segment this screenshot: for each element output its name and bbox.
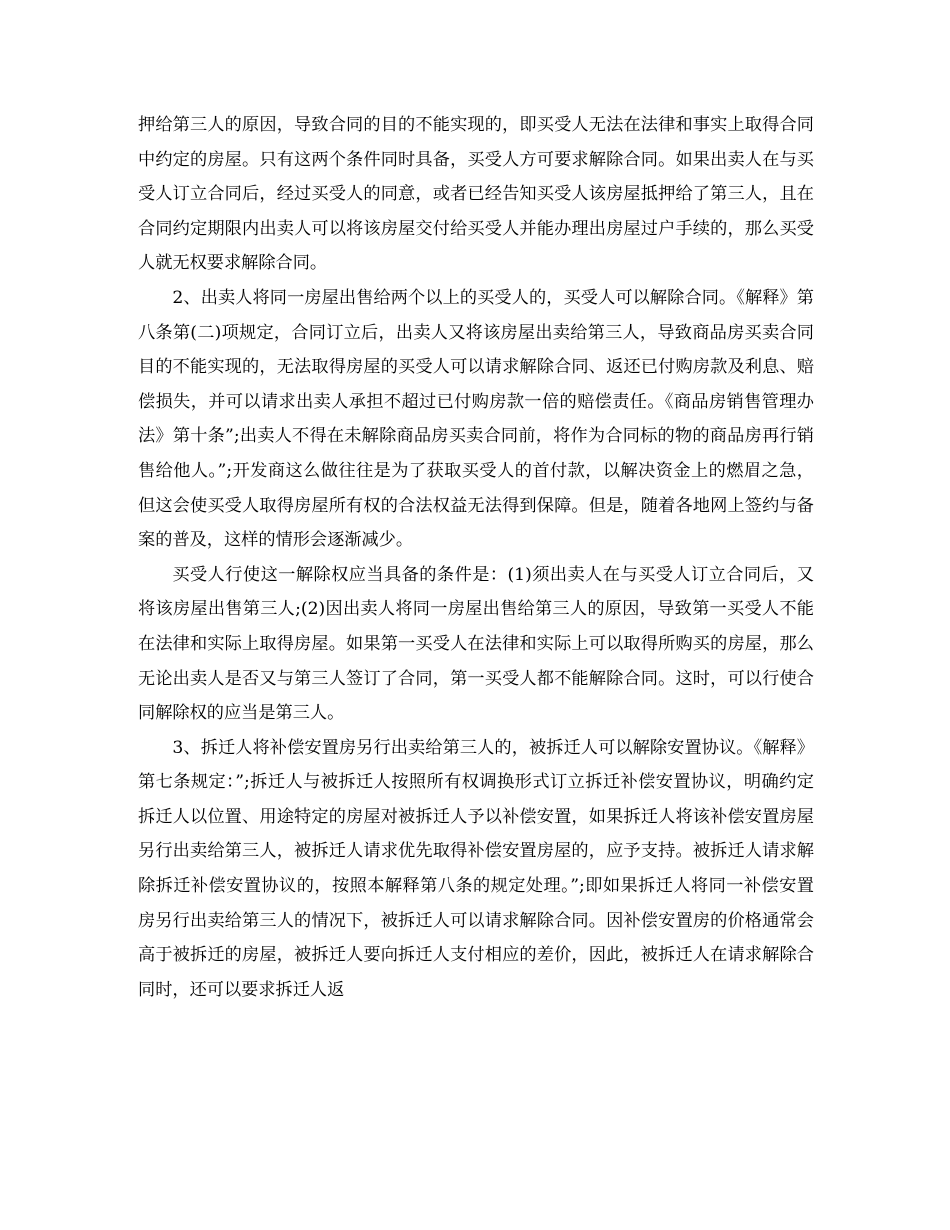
paragraph-3: 买受人行使这一解除权应当具备的条件是：(1)须出卖人在与买受人订立合同后，又将该房屋出售第三人;(2)因出卖人将同一房屋出售给第三人的原因，导致第一买受人不能在法律和实际上取得房屋。如果第一买受人在法律和实际上可以取得所购买的房屋，那么无论出卖人是否又与第三人签订了合同，第一买受人都不能解除合同。这时，可以行使合同解除权的应当是第三人。 [138,564,814,724]
document-page [138,108,814,1007]
paragraph-2: 2、出卖人将同一房屋出售给两个以上的买受人的，买受人可以解除合同。《解释》第八条第(二)项规定，合同订立后，出卖人又将该房屋出卖给第三人，导致商品房买卖合同目的不能实现的，无法取得房屋的买受人可以请求解除合同、返还已付购房款及利息、赔偿损失，并可以请求出卖人承担不超过已付购房款一倍的赔偿责任。《商品房销售管理办法》第十条”;出卖人不得在未解除商品房买卖合同前，将作为合同标的物的商品房再行销售给他人。”;开发商这么做往往是为了获取买受人的首付款，以解决资金上的燃眉之急，但这会使买受人取得房屋所有权的合法权益无法得到保障。但是，随着各地网上签约与备案的普及，这样的情形会逐渐减少。 [138,287,814,551]
paragraph-1: 押给第三人的原因，导致合同的目的不能实现的，即买受人无法在法律和事实上取得合同中约定的房屋。只有这两个条件同时具备，买受人方可要求解除合同。如果出卖人在与买受人订立合同后，经过买受人的同意，或者已经告知买受人该房屋抵押给了第三人，且在合同约定期限内出卖人可以将该房屋交付给买受人并能办理出房屋过户手续的，那么买受人就无权要求解除合同。 [138,115,814,274]
paragraph-4: 3、拆迁人将补偿安置房另行出卖给第三人的，被拆迁人可以解除安置协议。《解释》第七条规定：”;拆迁人与被拆迁人按照所有权调换形式订立拆迁补偿安置协议，明确约定拆迁人以位置、用途特定的房屋对被拆迁人予以补偿安置，如果拆迁人将该补偿安置房屋另行出卖给第三人，被拆迁人请求优先取得补偿安置房屋的，应予支持。被拆迁人请求解除拆迁补偿安置协议的，按照本解释第八条的规定处理。”;即如果拆迁人将同一补偿安置房另行出卖给第三人的情况下，被拆迁人可以请求解除合同。因补偿安置房的价格通常会高于被拆迁的房屋，被拆迁人要向拆迁人支付相应的差价，因此，被拆迁人在请求解除合同时，还可以要求拆迁人返 [138,737,814,1000]
